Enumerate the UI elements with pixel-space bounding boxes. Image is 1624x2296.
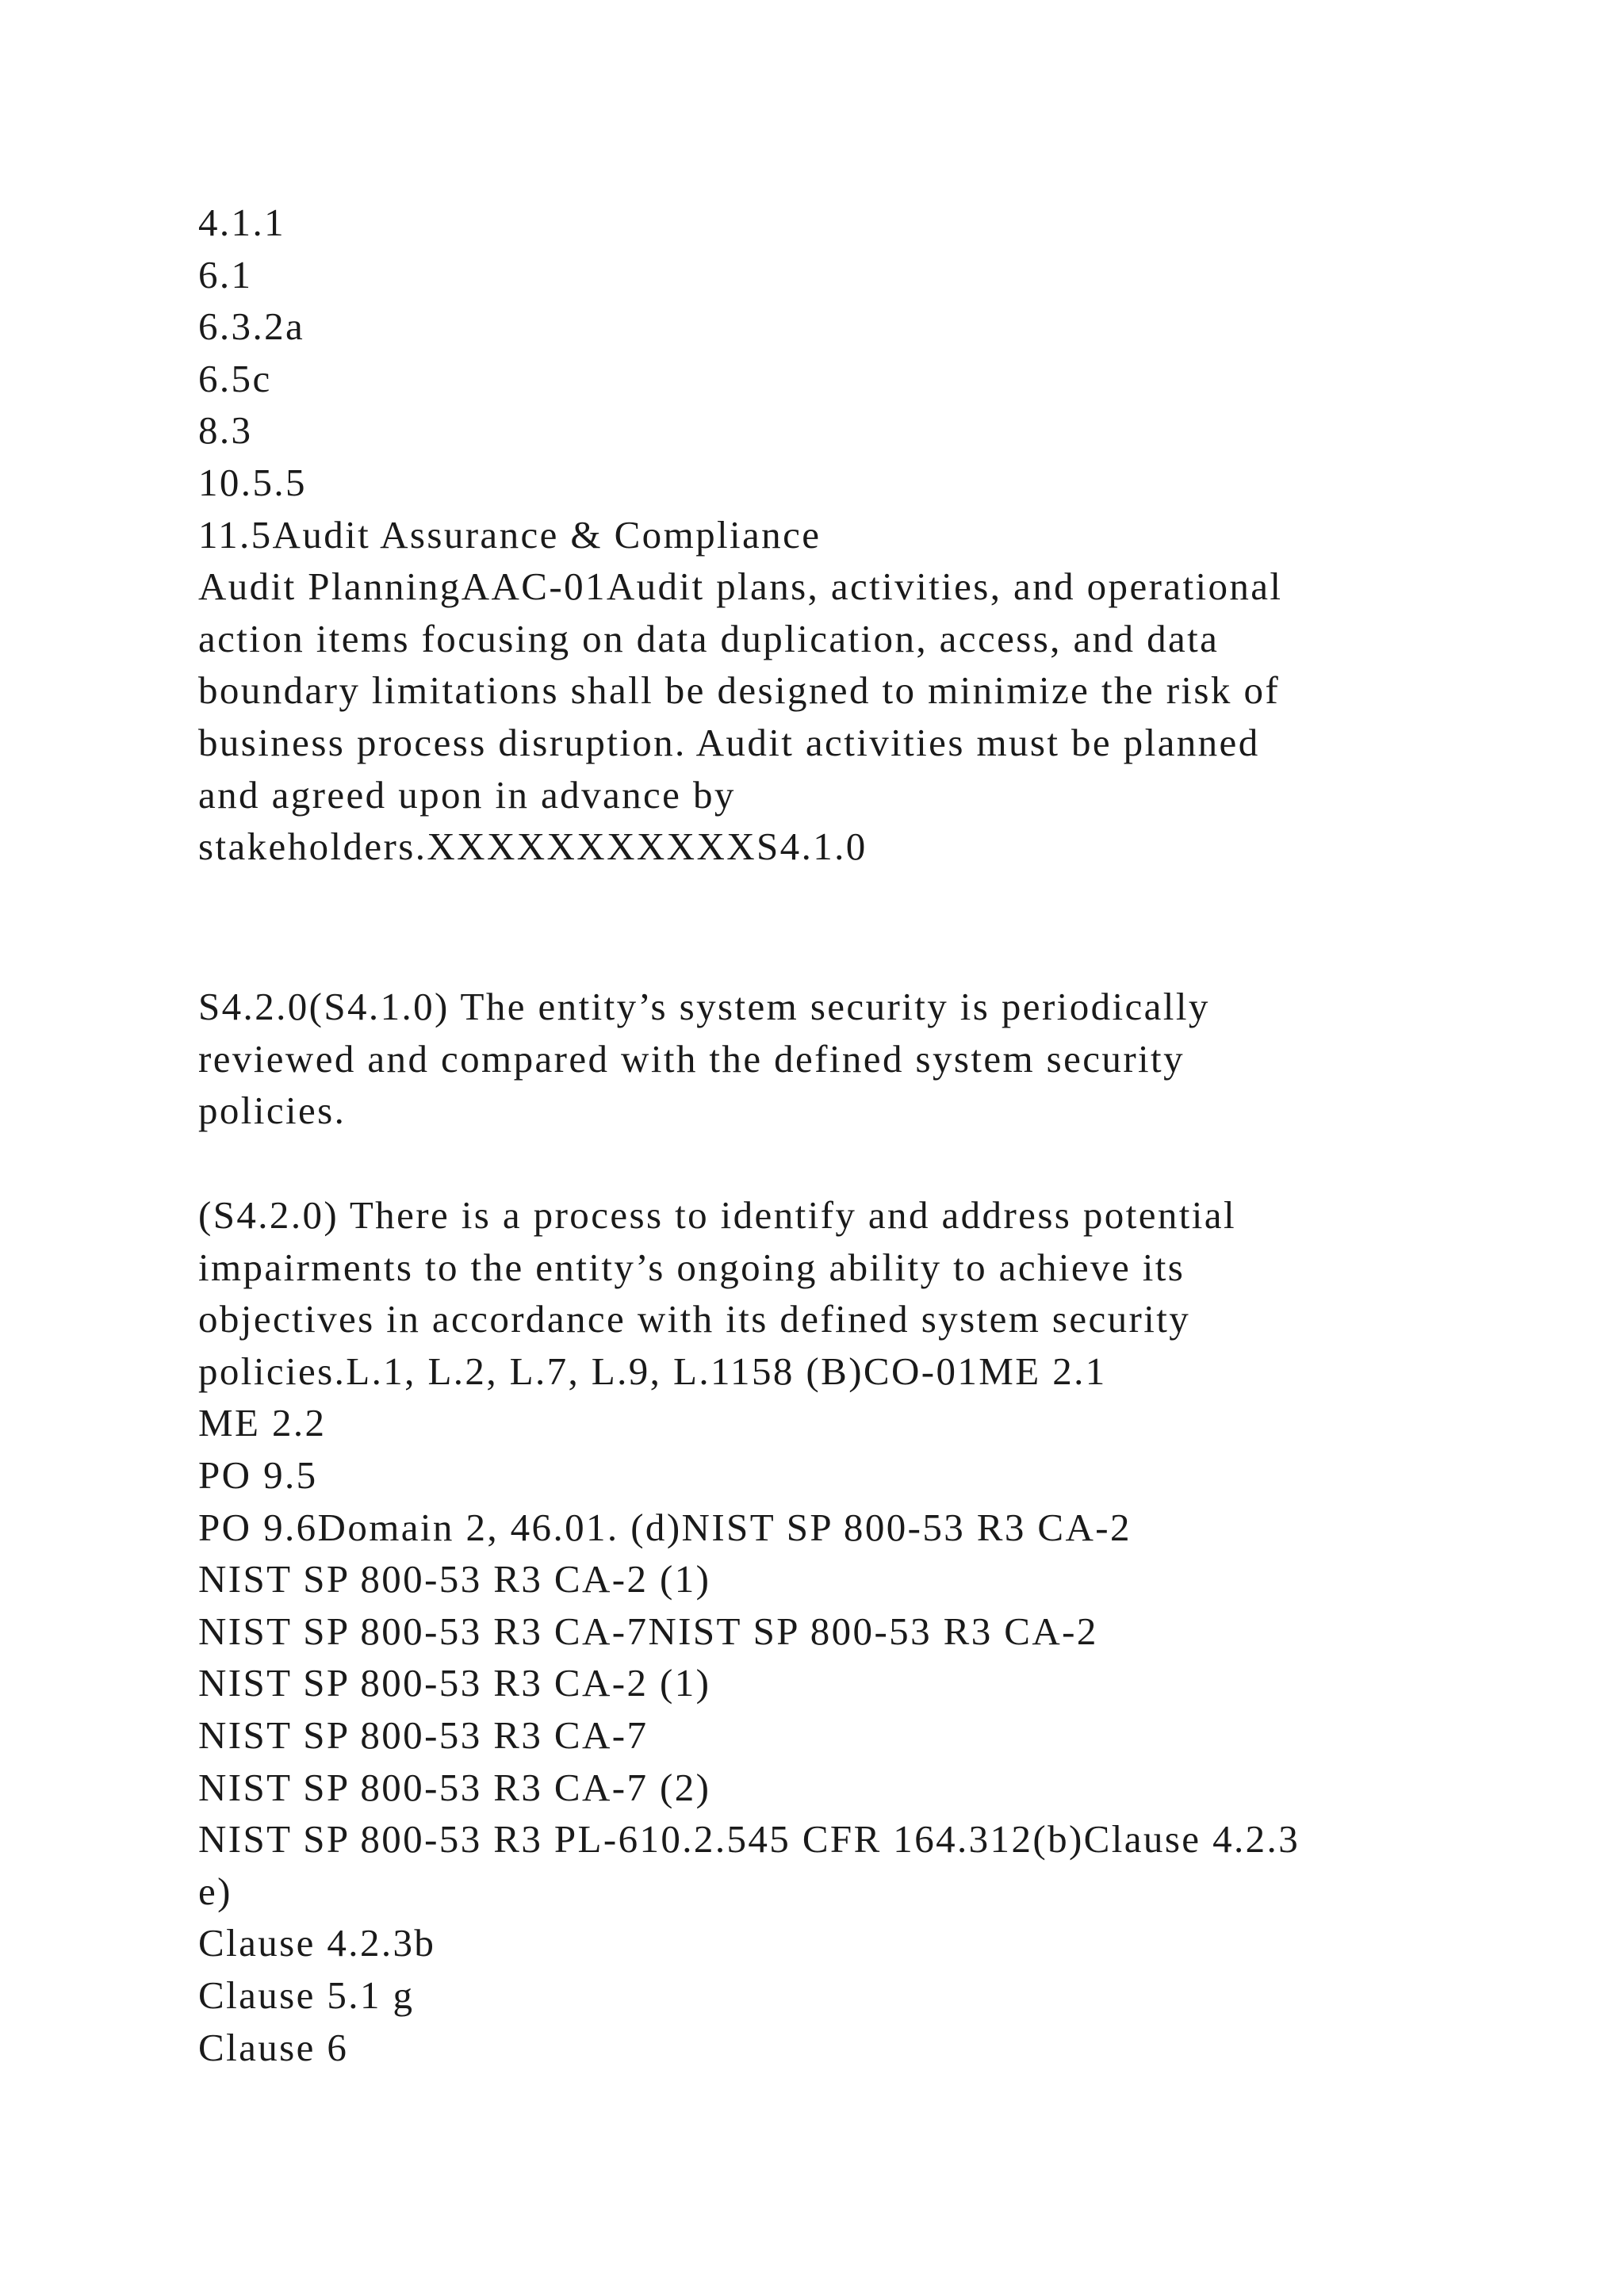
text-line: 10.5.5 xyxy=(198,460,307,504)
text-line: Clause 5.1 g xyxy=(198,1973,415,2017)
text-line: PO 9.5 xyxy=(198,1452,318,1497)
text-line: NIST SP 800-53 R3 CA-2 (1) xyxy=(198,1661,711,1705)
text-line: and agreed upon in advance by xyxy=(198,772,736,817)
text-line: 6.1 xyxy=(198,252,253,297)
text-line: NIST SP 800-53 R3 CA-7NIST SP 800-53 R3 CA-2 xyxy=(198,1609,1098,1653)
text-block-control-references xyxy=(198,1189,1435,2073)
text-line: PO 9.6Domain 2, 46.01. (d)NIST SP 800-53 R3 CA-2 xyxy=(198,1505,1132,1549)
text-line: ME 2.2 xyxy=(198,1401,327,1445)
text-line: policies. xyxy=(198,1089,347,1133)
text-line: business process disruption. Audit activities must be planned xyxy=(198,720,1260,764)
text-line: S4.2.0(S4.1.0) The entity’s system security is periodically xyxy=(198,985,1210,1028)
text-line: e) xyxy=(198,1869,232,1913)
text-line: Audit PlanningAAC-01Audit plans, activities, and operational xyxy=(198,564,1283,609)
text-line: policies.L.1, L.2, L.7, L.9, L.1158 (B)CO-01ME 2.1 xyxy=(198,1349,1107,1393)
text-line: objectives in accordance with its defined system security xyxy=(198,1297,1191,1341)
text-block-system-security-review xyxy=(198,981,1435,1137)
text-line: Clause 4.2.3b xyxy=(198,1921,436,1965)
text-line: NIST SP 800-53 R3 CA-7 xyxy=(198,1712,649,1757)
text-line: 11.5Audit Assurance & Compliance xyxy=(198,512,822,557)
text-line: NIST SP 800-53 R3 CA-2 (1) xyxy=(198,1557,711,1601)
text-line: boundary limitations shall be designed to minimize the risk of xyxy=(198,668,1281,713)
text-line: 8.3 xyxy=(198,408,253,453)
text-block-audit-planning xyxy=(198,197,1435,873)
text-line: 6.3.2a xyxy=(198,304,305,349)
text-line: NIST SP 800-53 R3 PL-610.2.545 CFR 164.312(b)Clause 4.2.3 xyxy=(198,1817,1300,1862)
text-line: stakeholders.XXXXXXXXXXXS4.1.0 xyxy=(198,825,868,869)
text-line: impairments to the entity’s ongoing ability to achieve its xyxy=(198,1245,1185,1289)
text-line: (S4.2.0) There is a process to identify and address potential xyxy=(198,1193,1236,1237)
text-line: reviewed and compared with the defined system security xyxy=(198,1036,1185,1081)
text-line: Clause 6 xyxy=(198,2025,349,2069)
text-line: NIST SP 800-53 R3 CA-7 (2) xyxy=(198,1765,711,1809)
text-line: action items focusing on data duplication, access, and data xyxy=(198,616,1220,660)
text-line: 4.1.1 xyxy=(198,201,285,244)
text-line: 6.5c xyxy=(198,356,272,400)
